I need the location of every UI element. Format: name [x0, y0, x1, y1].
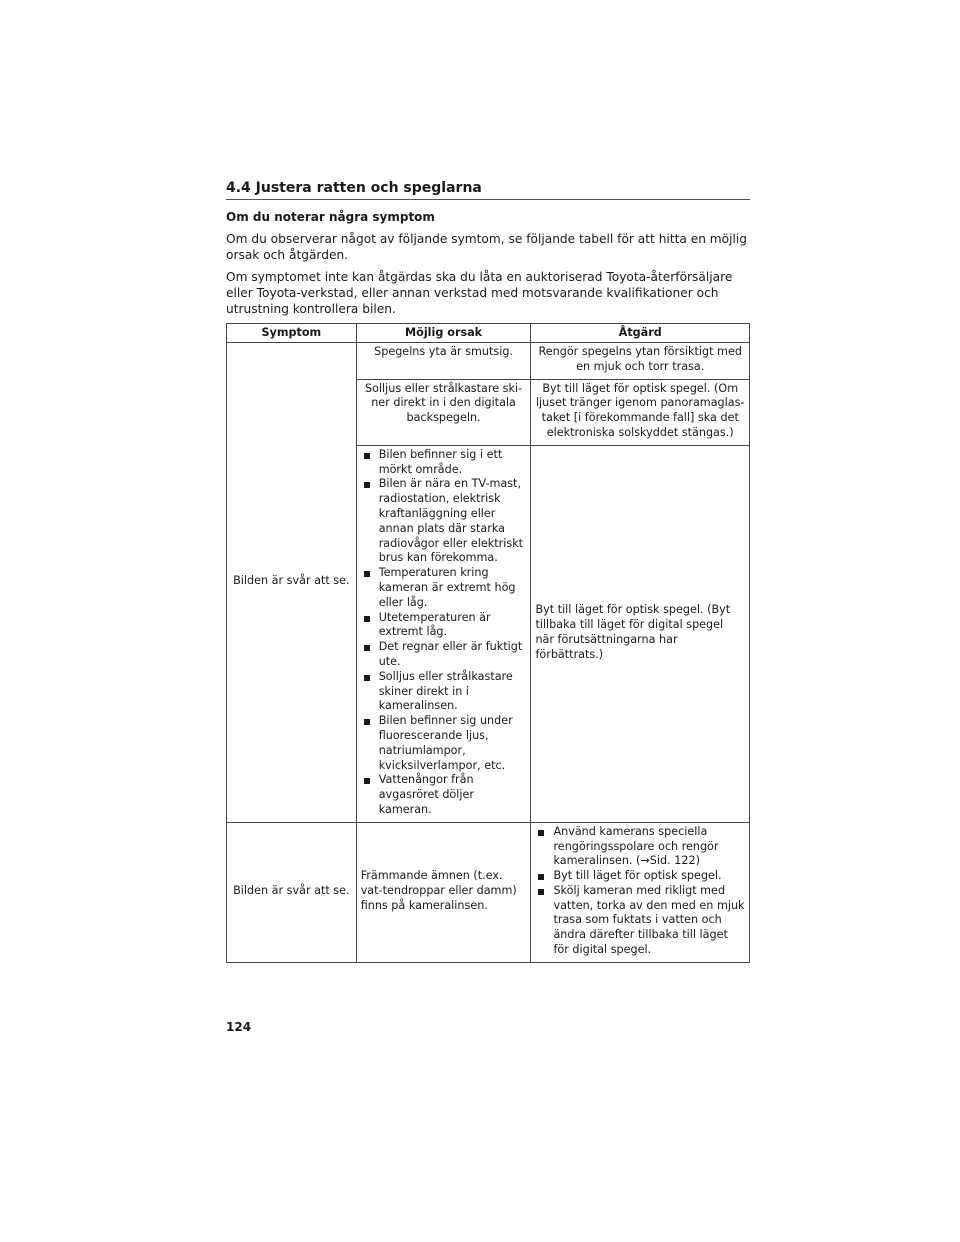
- table-header-row: [227, 324, 750, 343]
- symptom-table: [226, 323, 750, 963]
- action-list: [535, 825, 745, 958]
- intro-paragraph: Om du observerar något av följande symtom, se följande tabell för att hitta en möjlig orsak och åtgärden.: [226, 232, 748, 262]
- header-action: Åtgärd: [531, 324, 750, 343]
- list-item: Utetemperaturen är extremt låg.: [361, 611, 527, 641]
- cause-cell: Främmande ämnen (t.ex. vat-tendroppar eller damm) finns på kameralinsen.: [356, 822, 531, 962]
- header-symptom: Symptom: [227, 324, 357, 343]
- list-item: Solljus eller strålkastare skiner direkt in i kameralinsen.: [361, 670, 527, 714]
- contact-paragraph: Om symptomet inte kan åtgärdas ska du låta en auktoriserad Toyota-återförsäljare eller Toyota-verkstad, eller annan verkstad med motsvarande kvalifikationer och utrustning kontrollera bilen.: [226, 270, 733, 316]
- list-item: Bilen befinner sig i ett mörkt område.: [361, 448, 527, 478]
- list-item: Använd kamerans speciella rengöringsspolare och rengör kameralinsen. (→Sid. 122): [535, 825, 745, 869]
- action-cell: [531, 822, 750, 962]
- cause-list: [361, 448, 527, 818]
- list-item: Det regnar eller är fuktigt ute.: [361, 640, 527, 670]
- action-cell: Byt till läget för optisk spegel. (Byt tillbaka till läget för digital spegel när förutsättningarna har förbättrats.): [531, 445, 750, 822]
- cause-cell: Solljus eller strålkastare ski-ner direkt in i den digitala backspegeln.: [356, 379, 531, 445]
- cause-cell: Spegelns yta är smutsig.: [356, 343, 531, 380]
- page-content: [226, 180, 750, 963]
- list-item: Bilen befinner sig under fluorescerande ljus, natriumlampor, kvicksilverlampor, etc.: [361, 714, 527, 773]
- header-cause: Möjlig orsak: [356, 324, 531, 343]
- list-item: Vattenångor från avgasröret döljer kameran.: [361, 773, 527, 817]
- action-cell: Rengör spegelns ytan försiktigt med en mjuk och torr trasa.: [531, 343, 750, 380]
- list-item: Temperaturen kring kameran är extremt hög eller låg.: [361, 566, 527, 610]
- section-title: 4.4 Justera ratten och speglarna: [226, 180, 750, 200]
- cause-cell: [356, 445, 531, 822]
- list-item: Skölj kameran med rikligt med vatten, torka av den med en mjuk trasa som fuktats i vatten och ändra därefter tillbaka till läget för digital spegel.: [535, 884, 745, 958]
- list-item: Byt till läget för optisk spegel.: [535, 869, 745, 884]
- symptom-cell: Bilden är svår att se.: [227, 343, 357, 823]
- subheading: Om du noterar några symptom: [226, 210, 435, 224]
- list-item: Bilen är nära en TV-mast, radiostation, elektrisk kraftanläggning eller annan plats där starka radiovågor eller elektriskt brus kan förekomma.: [361, 477, 527, 566]
- table-row: [227, 343, 750, 380]
- table-row: [227, 822, 750, 962]
- symptom-cell: Bilden är svår att se.: [227, 822, 357, 962]
- action-cell: Byt till läget för optisk spegel. (Om ljuset tränger igenom panoramaglas-taket [i förekommande fall] ska det elektroniska solskyddet stängas.): [531, 379, 750, 445]
- page-number: 124: [226, 1020, 252, 1034]
